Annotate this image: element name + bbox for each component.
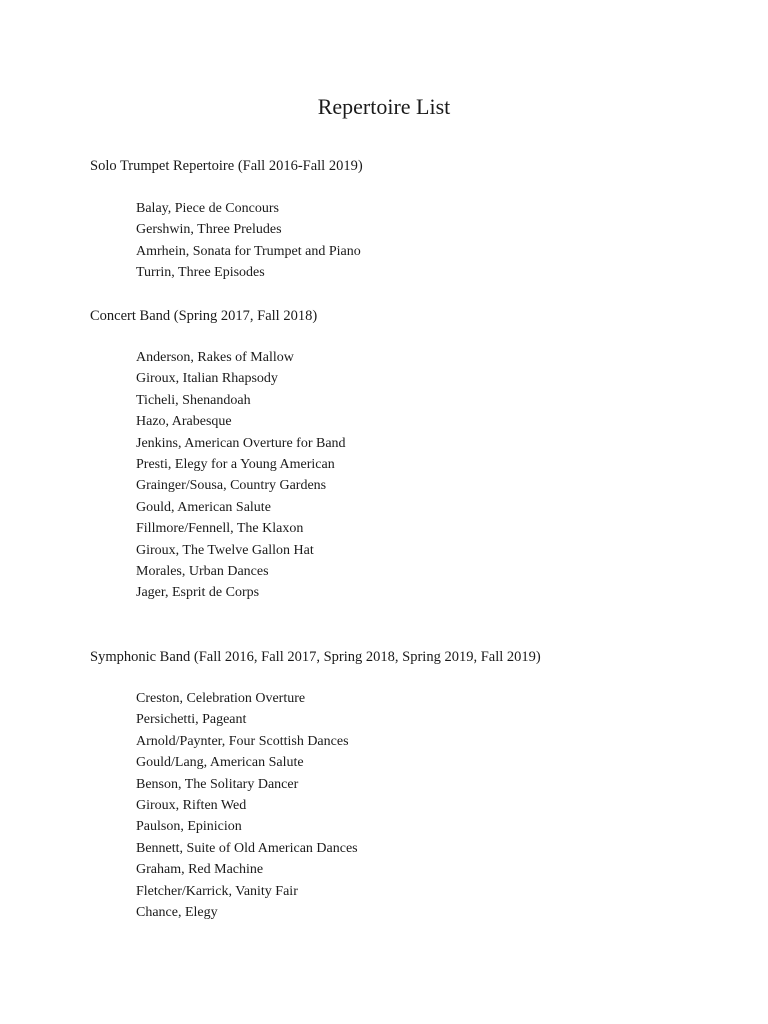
list-item: Gould/Lang, American Salute bbox=[136, 755, 304, 771]
section-heading-symphonic-band: Symphonic Band (Fall 2016, Fall 2017, Spring 2018, Spring 2019, Fall 2019) bbox=[90, 649, 541, 665]
list-item: Fillmore/Fennell, The Klaxon bbox=[136, 521, 304, 537]
list-item: Jager, Esprit de Corps bbox=[136, 585, 260, 601]
list-item: Presti, Elegy for a Young American bbox=[136, 457, 335, 473]
list-item: Amrhein, Sonata for Trumpet and Piano bbox=[136, 243, 361, 259]
repertoire-list-symphonic-band bbox=[136, 688, 358, 923]
section-heading-concert-band: Concert Band (Spring 2017, Fall 2018) bbox=[90, 308, 318, 324]
list-item: Arnold/Paynter, Four Scottish Dances bbox=[136, 733, 349, 749]
repertoire-list-solo-trumpet bbox=[136, 198, 361, 284]
list-item: Giroux, The Twelve Gallon Hat bbox=[136, 542, 314, 558]
list-item: Giroux, Italian Rhapsody bbox=[136, 371, 278, 387]
list-item: Gould, American Salute bbox=[136, 499, 271, 515]
list-item: Fletcher/Karrick, Vanity Fair bbox=[136, 883, 298, 899]
list-item: Hazo, Arabesque bbox=[136, 414, 232, 430]
repertoire-list-concert-band bbox=[136, 347, 346, 604]
list-item: Giroux, Riften Wed bbox=[136, 798, 247, 814]
list-item: Graham, Red Machine bbox=[136, 862, 264, 878]
list-item: Benson, The Solitary Dancer bbox=[136, 776, 299, 792]
page-title: Repertoire List bbox=[317, 94, 451, 119]
list-item: Persichetti, Pageant bbox=[136, 712, 247, 728]
list-item: Grainger/Sousa, Country Gardens bbox=[136, 478, 327, 494]
list-item: Bennett, Suite of Old American Dances bbox=[136, 840, 358, 856]
list-item: Morales, Urban Dances bbox=[136, 564, 269, 580]
list-item: Turrin, Three Episodes bbox=[136, 265, 265, 281]
list-item: Chance, Elegy bbox=[136, 905, 218, 921]
list-item: Balay, Piece de Concours bbox=[136, 201, 279, 216]
list-item: Jenkins, American Overture for Band bbox=[136, 435, 346, 451]
list-item: Creston, Celebration Overture bbox=[136, 691, 306, 706]
list-item: Gershwin, Three Preludes bbox=[136, 222, 282, 238]
list-item: Ticheli, Shenandoah bbox=[136, 392, 251, 408]
section-heading-solo-trumpet: Solo Trumpet Repertoire (Fall 2016-Fall 2019) bbox=[90, 158, 363, 174]
list-item: Paulson, Epinicion bbox=[136, 819, 242, 835]
list-item: Anderson, Rakes of Mallow bbox=[136, 350, 294, 365]
